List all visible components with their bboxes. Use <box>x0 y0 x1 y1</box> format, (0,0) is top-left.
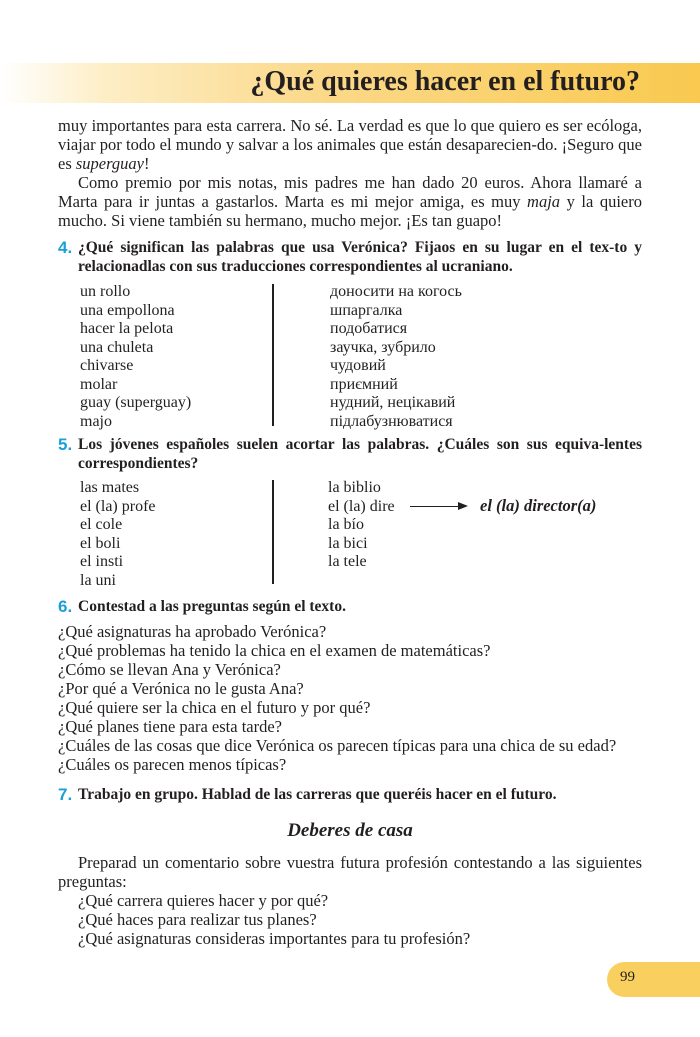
list-item: la tele <box>328 553 367 570</box>
homework-intro: Preparad un comentario sobre vuestra futura profesión contestando a las siguientes preguntas: <box>58 853 642 891</box>
list-item: molar <box>80 375 118 393</box>
homework-title: Deberes de casa <box>287 820 413 841</box>
question-item: ¿Por qué a Verónica no le gusta Ana? <box>58 679 304 698</box>
task-number: 4. <box>58 238 73 257</box>
list-item: una chuleta <box>80 338 154 356</box>
column-divider <box>272 284 274 426</box>
task-instruction: Trabajo en grupo. Hablad de las carreras que queréis hacer en el futuro. <box>78 786 557 803</box>
list-item: el boli <box>80 534 121 552</box>
page-number: 99 <box>620 969 635 985</box>
intro-text <box>58 116 642 230</box>
question-item: ¿Qué planes tiene para esta tarde? <box>58 717 282 736</box>
list-item: una empollona <box>80 301 175 319</box>
column-divider <box>272 480 274 584</box>
intro-paragraph-2: Como premio por mis notas, mis padres me han dado 20 euros. Ahora llamaré a Marta para ir juntas a gastarlos. Marta es mi mejor amiga, es muy maja y la quiero mucho. Si viene también su hermano, mucho mejor. ¡Es tan guapo! <box>58 173 642 230</box>
list-item: el cole <box>80 516 123 533</box>
list-item: чудовий <box>330 357 386 374</box>
task-4-ukrainian-list <box>330 283 462 431</box>
task-number: 6. <box>58 597 73 616</box>
arrow-icon <box>410 506 462 507</box>
list-item: el insti <box>80 553 124 570</box>
list-item: заучка, зубрило <box>330 338 436 356</box>
list-item: la bío <box>328 516 364 533</box>
task-6-questions <box>58 622 658 774</box>
task-instruction: ¿Qué significan las palabras que usa Verónica? Fijaos en su lugar en el tex-to y relacionadlas con sus traducciones correspondientes al ucraniano. <box>78 239 642 275</box>
homework-question: ¿Qué asignaturas consideras importantes para tu profesión? <box>78 929 471 948</box>
task-4-spanish-list <box>80 283 191 431</box>
list-item: la bici <box>328 534 368 552</box>
list-item: el (la) profe <box>80 497 156 515</box>
list-item: las mates <box>80 479 140 496</box>
list-item: un rollo <box>80 283 131 300</box>
page-title: ¿Qué quieres hacer en el futuro? <box>250 66 640 97</box>
list-item: el (la) dire <box>328 497 395 515</box>
list-item: нудний, нецікавий <box>330 394 456 411</box>
question-item: ¿Cómo se llevan Ana y Verónica? <box>58 660 281 679</box>
task-number: 7. <box>58 785 73 804</box>
question-item: ¿Qué quiere ser la chica en el futuro y por qué? <box>58 698 371 717</box>
task-7 <box>58 785 642 804</box>
list-item: majo <box>80 412 112 430</box>
list-item: chivarse <box>80 357 134 374</box>
homework-section <box>58 853 642 948</box>
task-number: 5. <box>58 435 73 454</box>
question-item: ¿Qué problemas ha tenido la chica en el examen de matemáticas? <box>58 641 491 660</box>
list-item: шпаргалка <box>330 301 403 319</box>
homework-question: ¿Qué carrera quieres hacer y por qué? <box>78 891 329 910</box>
list-item: подобатися <box>330 320 408 337</box>
list-item: guay (superguay) <box>80 394 192 411</box>
list-item: підлабузнюватися <box>330 412 453 430</box>
list-item: la uni <box>80 571 116 589</box>
question-item: ¿Cuáles de las cosas que dice Verónica os parecen típicas para una chica de su edad? <box>58 736 617 755</box>
task-instruction: Los jóvenes españoles suelen acortar las palabras. ¿Cuáles son sus equiva-lentes correspondientes? <box>78 436 642 472</box>
task-instruction: Contestad a las preguntas según el texto. <box>78 598 346 615</box>
homework-question: ¿Qué haces para realizar tus planes? <box>78 910 317 929</box>
list-item: доносити на когось <box>330 283 462 300</box>
list-item: приємний <box>330 375 398 393</box>
intro-paragraph-1: muy importantes para esta carrera. No sé. La verdad es que lo que quiero es ser ecóloga, viajar por todo el mundo y salvar a los animales que están desaparecien-do. ¡Seguro que es superguay! <box>58 116 642 173</box>
example-answer: el (la) director(a) <box>480 496 597 515</box>
list-item: la biblio <box>328 479 381 496</box>
task-5 <box>58 435 642 473</box>
task-5-right-list <box>328 479 395 572</box>
task-5-left-list <box>80 479 156 590</box>
question-item: ¿Cuáles os parecen menos típicas? <box>58 755 287 774</box>
task-6 <box>58 597 642 616</box>
question-item: ¿Qué asignaturas ha aprobado Verónica? <box>58 622 327 641</box>
arrow-head-icon <box>458 502 468 510</box>
task-4 <box>58 238 642 276</box>
list-item: hacer la pelota <box>80 320 174 337</box>
